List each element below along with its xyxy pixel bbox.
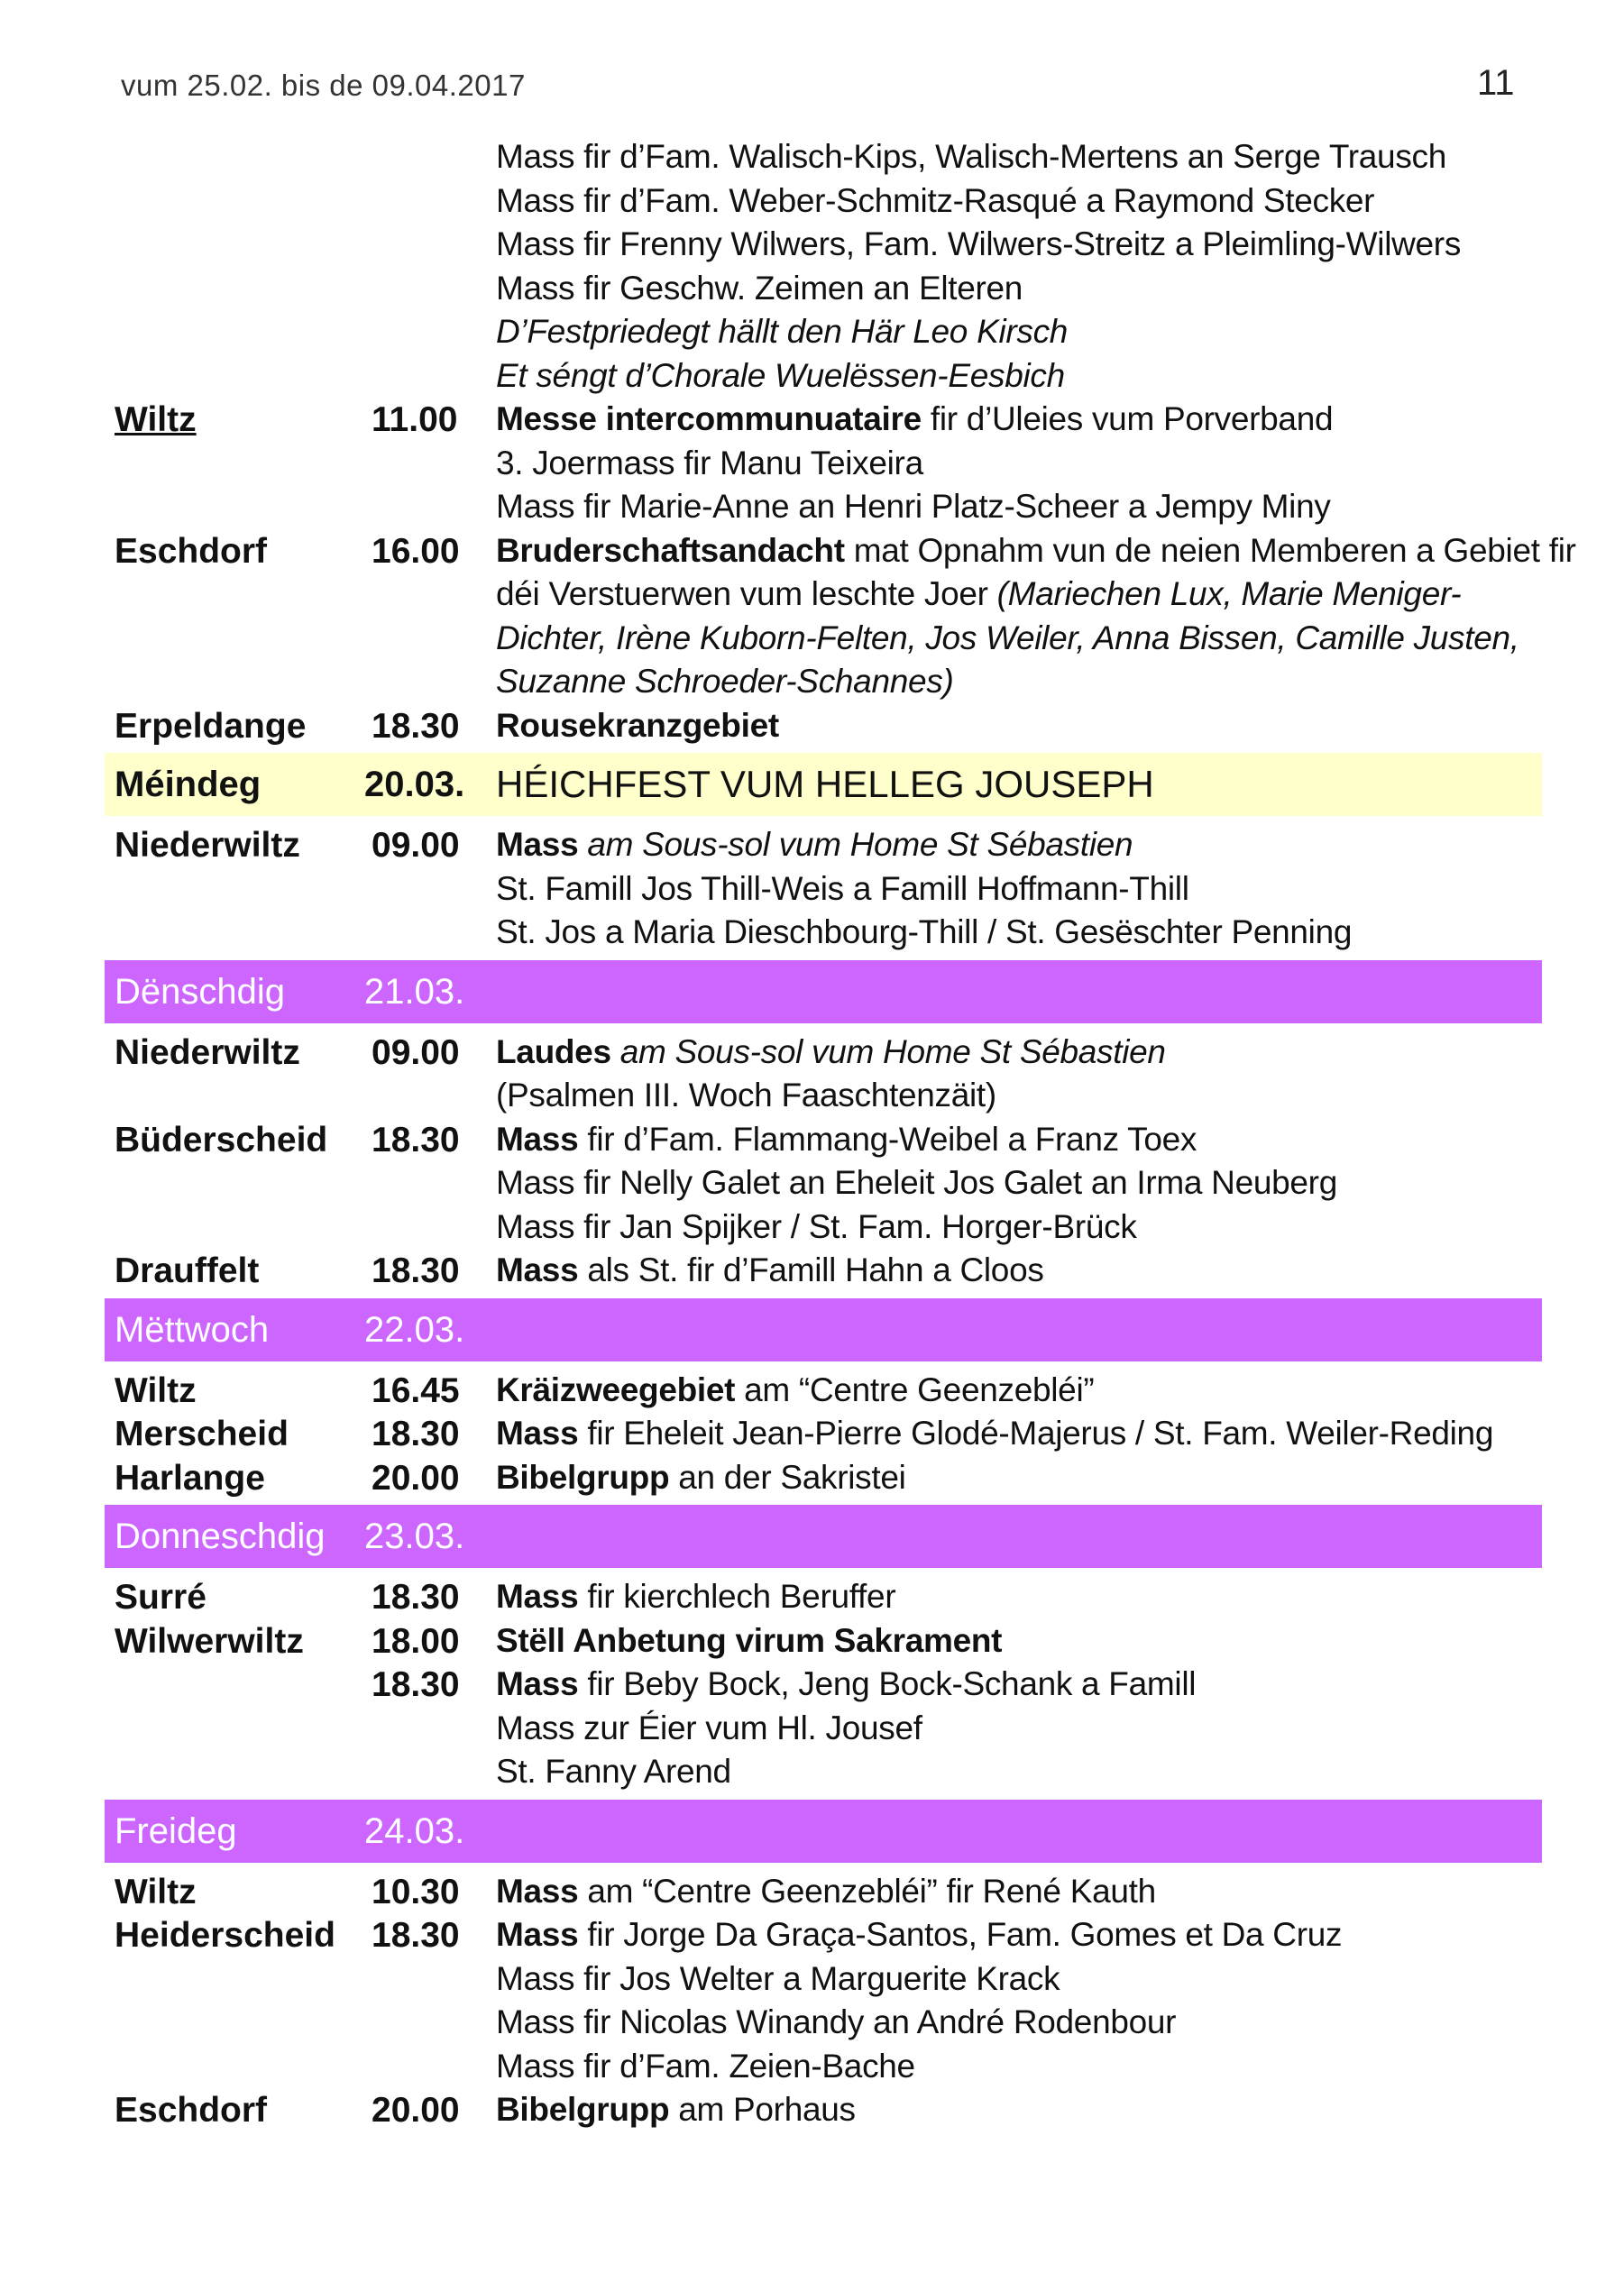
event-text [496, 1916, 1342, 1954]
day-header [105, 960, 1542, 1023]
schedule-line [105, 867, 1542, 912]
place-name: Eschdorf [115, 531, 268, 571]
schedule-line [105, 1957, 1542, 2002]
event-text [496, 575, 1461, 613]
event-text [496, 138, 1446, 176]
text-segment: St. Fanny Arend [496, 1753, 731, 1790]
schedule-line [105, 660, 1542, 704]
day-date: 22.03. [364, 1309, 465, 1350]
day-header [105, 1505, 1542, 1568]
place-name: Heiderscheid [115, 1916, 335, 1955]
schedule-line [105, 1249, 1542, 1293]
text-segment: Stëll Anbetung virum Sakrament [496, 1621, 1003, 1659]
schedule-line [105, 704, 1542, 748]
event-text [496, 826, 1133, 864]
day-header [105, 1298, 1542, 1361]
event-text [496, 313, 1068, 351]
event-time: 18.30 [372, 1251, 460, 1290]
event-text [496, 182, 1374, 220]
event-text [496, 619, 1519, 657]
schedule-line [105, 1118, 1542, 1162]
event-time: 18.00 [372, 1621, 460, 1661]
schedule-line [105, 2088, 1542, 2132]
event-time: 09.00 [372, 1032, 460, 1072]
text-segment: als St. fir d’Famill Hahn a Cloos [578, 1251, 1044, 1288]
text-segment: fir d’Uleies vum Porverband [921, 400, 1334, 437]
event-text [496, 532, 1576, 570]
place-name: Drauffelt [115, 1251, 260, 1290]
day-name: Mëttwoch [115, 1309, 270, 1350]
place-name: Wilwerwiltz [115, 1621, 304, 1661]
day-date: 21.03. [364, 971, 465, 1012]
event-text [496, 400, 1333, 438]
text-segment: Mass [496, 1665, 579, 1702]
text-segment: Rousekranzgebiet [496, 706, 779, 744]
event-text [496, 1371, 1094, 1409]
event-text [496, 707, 779, 745]
text-segment: 3. Joermass fir Manu Teixeira [496, 444, 923, 481]
schedule-line [105, 1412, 1542, 1456]
event-time: 20.00 [372, 1458, 460, 1498]
event-text [496, 1121, 1197, 1159]
schedule-line [105, 1031, 1542, 1075]
day-date: 24.03. [364, 1810, 465, 1851]
schedule-line [105, 573, 1542, 617]
schedule [105, 135, 1576, 2132]
day-title: HÉICHFEST VUM HELLEG JOUSEPH [496, 763, 1154, 805]
schedule-line [105, 1456, 1542, 1500]
schedule-line [105, 1205, 1542, 1250]
day-date: 23.03. [364, 1517, 465, 1556]
text-segment: mat Opnahm vun de neien Memberen a Gebiet fir [844, 531, 1576, 569]
text-segment: Mass [496, 1872, 579, 1910]
text-segment: Mass fir Frenny Wilwers, Fam. Wilwers-Streitz a Pleimling-Wilwers [496, 225, 1462, 262]
text-segment: Mass fir Geschw. Zeimen an Elteren [496, 269, 1023, 307]
event-text [496, 1622, 1002, 1660]
date-range: vum 25.02. bis de 09.04.2017 [121, 69, 526, 102]
text-segment: am Sous-sol vum Home St Sébastien [610, 1032, 1166, 1070]
place-name: Surré [115, 1578, 206, 1617]
text-segment: Mass fir Nicolas Winandy an André Rodenbour [496, 2003, 1177, 2040]
text-segment: fir Jorge Da Graça-Santos, Fam. Gomes et Da Cruz [578, 1916, 1343, 1953]
event-text [496, 270, 1023, 307]
text-segment: Mass fir Marie-Anne an Henri Platz-Scheer a Jempy Miny [496, 488, 1331, 525]
place-name: Merscheid [115, 1415, 289, 1453]
event-text [496, 2048, 915, 2085]
event-text [496, 225, 1461, 263]
schedule-line [105, 1750, 1542, 1794]
text-segment: Et séngt d’Chorale Wuelëssen-Eesbich [496, 356, 1065, 394]
text-segment: Mass zur Éier vum Hl. Jousef [496, 1709, 922, 1746]
text-segment: Mass [496, 1578, 579, 1615]
schedule-line [105, 1707, 1542, 1751]
text-segment: an der Sakristei [669, 1458, 906, 1496]
place-name: Niederwiltz [115, 826, 300, 865]
event-text [496, 1415, 1493, 1453]
day-header [105, 1800, 1542, 1863]
event-text [496, 1077, 996, 1114]
event-text [496, 1208, 1137, 1246]
day-date: 20.03. [364, 765, 465, 804]
text-segment: Dichter, Irène Kuborn-Felten, Jos Weiler, Anna Bissen, Camille Justen, [496, 619, 1519, 656]
event-time: 18.30 [372, 1916, 460, 1955]
schedule-line [105, 354, 1542, 399]
event-time: 09.00 [372, 826, 460, 865]
event-text [496, 1578, 895, 1616]
text-segment: Mass fir d’Fam. Weber-Schmitz-Rasqué a Raymond Stecker [496, 181, 1375, 219]
event-time: 18.30 [372, 1578, 460, 1617]
text-segment: Messe intercommunuataire [496, 400, 922, 437]
schedule-line [105, 617, 1542, 661]
text-segment: Mass [496, 1916, 579, 1953]
schedule-line [105, 1369, 1542, 1413]
day-name: Donneschdig [115, 1517, 326, 1556]
text-segment: Kräizweegebiet [496, 1370, 736, 1408]
event-time: 16.45 [372, 1370, 460, 1410]
event-text [496, 1665, 1196, 1703]
text-segment: am Sous-sol vum Home St Sébastien [578, 826, 1133, 863]
day-name: Freideg [115, 1810, 237, 1851]
text-segment: déi Verstuerwen vum leschte Joer [496, 575, 997, 612]
schedule-line [105, 1074, 1542, 1118]
place-name: Wiltz [115, 1872, 197, 1911]
place-name: Wiltz [115, 400, 197, 439]
event-text [496, 357, 1065, 395]
schedule-line [105, 179, 1542, 224]
event-text [496, 663, 954, 701]
event-text [496, 1033, 1166, 1071]
place-name: Eschdorf [115, 2091, 268, 2130]
text-segment: Mass [496, 1251, 579, 1288]
place-name: Erpeldange [115, 706, 307, 746]
schedule-line [105, 823, 1542, 867]
event-time: 11.00 [372, 400, 458, 439]
schedule-line [105, 485, 1542, 529]
event-text [496, 870, 1189, 908]
schedule-line [105, 1575, 1542, 1619]
event-text [496, 913, 1352, 951]
text-segment: Bibelgrupp [496, 1458, 670, 1496]
text-segment: Laudes [496, 1032, 611, 1070]
text-segment: Bibelgrupp [496, 2091, 670, 2128]
place-name: Wiltz [115, 1370, 197, 1410]
text-segment: Bruderschaftsandacht [496, 531, 845, 569]
event-text [496, 2091, 856, 2129]
text-segment: fir Beby Bock, Jeng Bock-Schank a Famill [578, 1665, 1197, 1702]
schedule-line [105, 1619, 1542, 1664]
text-segment: St. Jos a Maria Dieschbourg-Thill / St. Gesëschter Penning [496, 913, 1353, 950]
schedule-line [105, 223, 1542, 267]
event-time: 20.00 [372, 2091, 460, 2130]
page-header [0, 0, 1624, 126]
event-time: 16.00 [372, 531, 460, 571]
event-time: 18.30 [372, 1415, 460, 1453]
text-segment: Mass fir d’Fam. Walisch-Kips, Walisch-Mertens an Serge Trausch [496, 138, 1447, 175]
schedule-line [105, 135, 1542, 179]
schedule-line [105, 310, 1542, 354]
schedule-line [105, 911, 1542, 955]
schedule-line [105, 1913, 1542, 1957]
text-segment: am Porhaus [669, 2091, 856, 2128]
event-text [496, 1960, 1060, 1998]
text-segment: fir Eheleit Jean-Pierre Glodé-Majerus / St. Fam. Weiler-Reding [578, 1415, 1494, 1452]
text-segment: Mass [496, 1120, 579, 1158]
place-name: Büderscheid [115, 1120, 328, 1159]
text-segment: Mass fir Jan Spijker / St. Fam. Horger-Brück [496, 1207, 1137, 1245]
event-text [496, 1709, 922, 1747]
schedule-line [105, 267, 1542, 311]
event-text [496, 2003, 1176, 2041]
text-segment: fir d’Fam. Flammang-Weibel a Franz Toex [578, 1120, 1197, 1158]
text-segment: Suzanne Schroeder-Schannes) [496, 663, 954, 700]
event-text [496, 1164, 1337, 1202]
event-text [496, 1251, 1044, 1289]
event-time: 18.30 [372, 1665, 460, 1704]
event-time: 18.30 [372, 1120, 460, 1159]
event-text [496, 488, 1331, 526]
place-name: Harlange [115, 1458, 265, 1498]
event-text [496, 1459, 906, 1497]
day-name: Méindeg [115, 765, 261, 804]
text-segment: Mass [496, 826, 579, 863]
place-name: Niederwiltz [115, 1032, 300, 1072]
text-segment: Mass [496, 1415, 579, 1452]
text-segment: am “Centre Geenzebléi” [735, 1370, 1095, 1408]
day-header [105, 753, 1542, 816]
text-segment: fir kierchlech Beruffer [578, 1578, 896, 1615]
schedule-line [105, 2001, 1542, 2045]
text-segment: D’Festpriedegt hällt den Här Leo Kirsch [496, 313, 1069, 350]
schedule-line [105, 1870, 1542, 1914]
schedule-line [105, 442, 1542, 486]
text-segment: (Psalmen III. Woch Faaschtenzäit) [496, 1077, 996, 1114]
schedule-line [105, 398, 1542, 442]
text-segment: am “Centre Geenzebléi” fir René Kauth [578, 1872, 1156, 1910]
text-segment: Mass fir Jos Welter a Marguerite Krack [496, 1959, 1060, 1997]
schedule-line [105, 529, 1576, 573]
event-text [496, 1873, 1156, 1911]
event-text [496, 1753, 731, 1791]
text-segment: Mass fir d’Fam. Zeien-Bache [496, 2047, 915, 2085]
page-number: 11 [1477, 63, 1515, 103]
text-segment: Mass fir Nelly Galet an Eheleit Jos Galet an Irma Neuberg [496, 1164, 1337, 1201]
event-time: 18.30 [372, 706, 460, 746]
text-segment: St. Famill Jos Thill-Weis a Famill Hoffmann-Thill [496, 869, 1189, 907]
schedule-line [105, 1161, 1542, 1205]
event-time: 10.30 [372, 1872, 460, 1911]
schedule-line [105, 2045, 1542, 2089]
schedule-line [105, 1663, 1542, 1707]
text-segment: (Mariechen Lux, Marie Meniger- [996, 575, 1462, 612]
day-name: Dënschdig [115, 971, 286, 1012]
event-text [496, 445, 923, 482]
